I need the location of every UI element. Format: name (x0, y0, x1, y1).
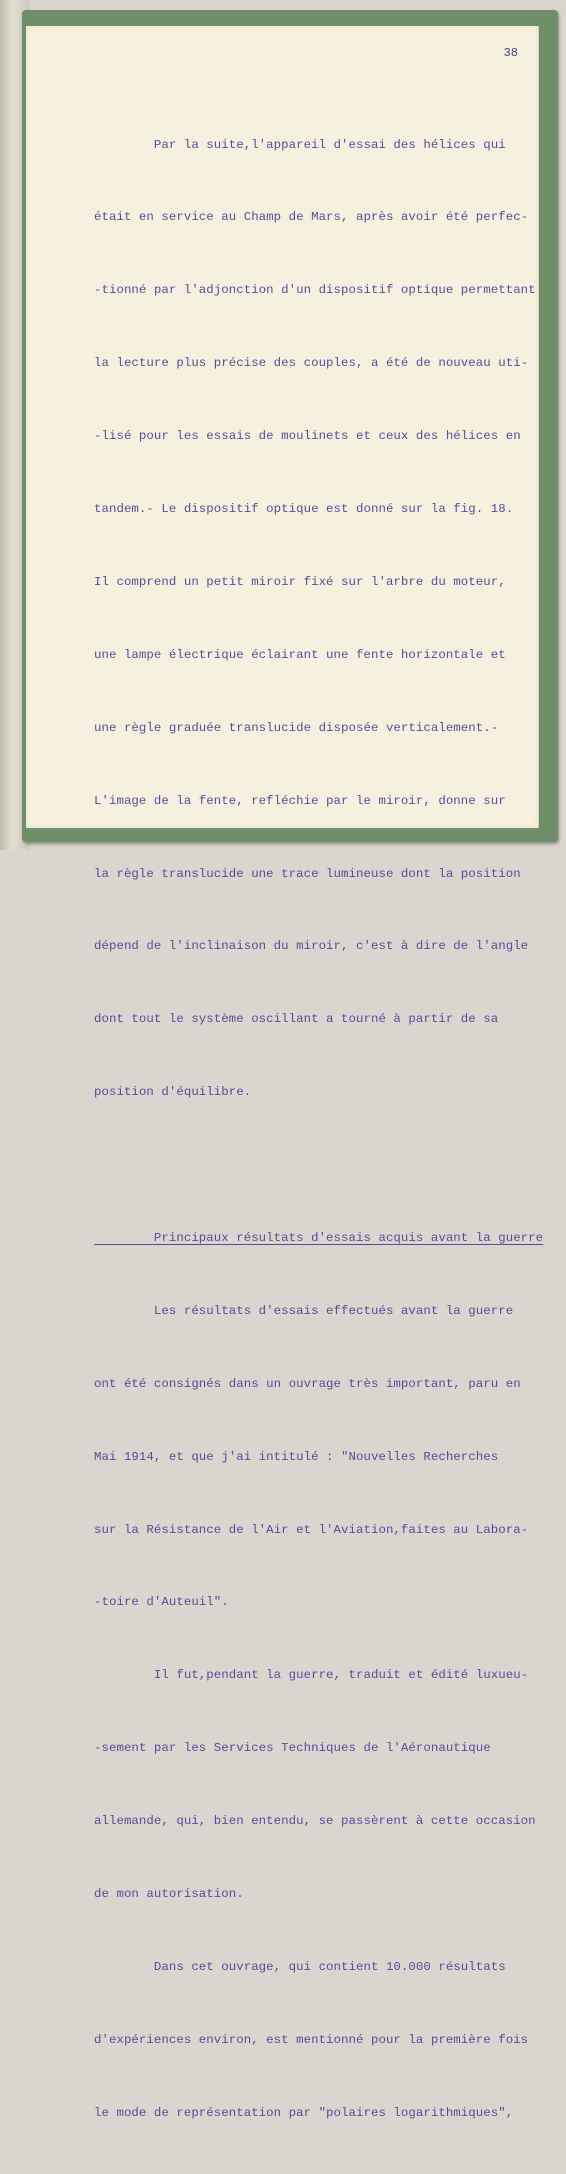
text-line: Les résultats d'essais effectués avant la guerre (94, 1303, 514, 1318)
text-line: la règle translucide une trace lumineuse dont la position (94, 866, 521, 881)
text-line: -tionné par l'adjonction d'un dispositif optique permettant (94, 283, 536, 298)
text-line: Il comprend un petit miroir fixé sur l'arbre du moteur, (94, 574, 506, 589)
document-page (26, 26, 544, 2120)
text-line: -lisé pour les essais de moulinets et ceux des hélices en (94, 429, 521, 444)
text-line: la lecture plus précise des couples, a été de nouveau uti- (94, 356, 529, 371)
text-line: Il fut,pendant la guerre, traduit et édité luxueu- (94, 1668, 529, 1683)
text-line: ont été consignés dans un ouvrage très important, paru en (94, 1376, 521, 1391)
text-line: d'expériences environ, est mentionné pour la première fois (94, 2032, 529, 2047)
text-line: tandem.- Le dispositif optique est donné sur la fig. 18. (94, 502, 514, 517)
text-line: dont tout le système oscillant a tourné à partir de sa (94, 1012, 499, 1027)
text-line: L'image de la fente, refléchie par le miroir, donne sur (94, 793, 506, 808)
text-line: sur la Résistance de l'Air et l'Aviation,faites au Labora- (94, 1522, 529, 1537)
text-line: -toire d'Auteuil". (94, 1595, 229, 1610)
text-line: une lampe électrique éclairant une fente horizontale et (94, 647, 506, 662)
text-line: -sement par les Services Techniques de l'Aéronautique (94, 1741, 491, 1756)
page-number: 38 (503, 46, 518, 60)
text-line: le mode de représentation par "polaires logarithmiques", (94, 2105, 514, 2120)
text-line: était en service au Champ de Mars, après avoir été perfec- (94, 210, 529, 225)
text-line: position d'équilibre. (94, 1085, 252, 1100)
text-line: dépend de l'inclinaison du miroir, c'est à dire de l'angle (94, 939, 529, 954)
text-line: Par la suite,l'appareil d'essai des hélices qui (94, 137, 506, 152)
blank-line (94, 1153, 538, 1177)
text-line: Mai 1914, et que j'ai intitulé : "Nouvelles Recherches (94, 1449, 499, 1464)
text-line: une règle graduée translucide disposée verticalement.- (94, 720, 499, 735)
section-heading: Principaux résultats d'essais acquis avant la guerre (94, 1230, 544, 1245)
text-line: Dans cet ouvrage, qui contient 10.000 résultats (94, 1959, 506, 1974)
text-line: allemande, qui, bien entendu, se passèrent à cette occasion (94, 1814, 536, 1829)
page-text (94, 84, 544, 2174)
text-line: de mon autorisation. (94, 1886, 244, 1901)
